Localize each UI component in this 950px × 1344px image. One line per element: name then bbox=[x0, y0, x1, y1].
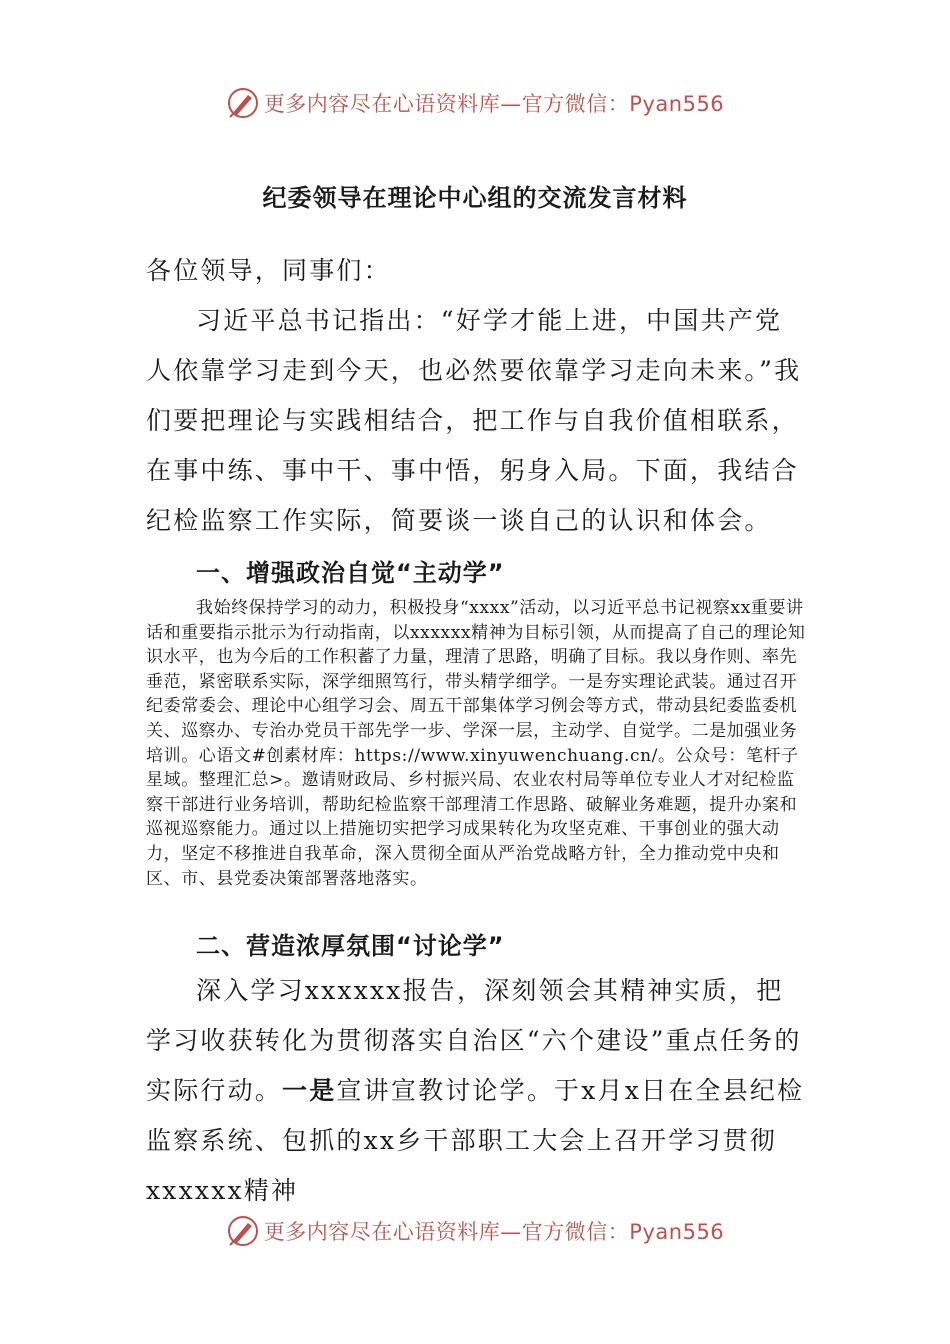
section-1-heading: 一、增强政治自觉“主动学” bbox=[196, 559, 505, 587]
header-banner bbox=[0, 80, 950, 126]
pen-nib-circle-icon bbox=[226, 86, 260, 120]
section-1-body: 我始终保持学习的动力，积极投身“xxxx”活动，以习近平总书记视察xx重要讲话和重要指示批示为行动指南，以xxxxxx精神为目标引领，从而提高了自己的理论知识水平，也为今后的工作积蓄了力量，理清了思路，明确了目标。我以身作则、率先垂范，紧密联系实际，深学细照笃行，带头精学细学。一是夯实理论武装。通过召开纪委常委会、理论中心组学习会、周五干部集体学习例会等方式，带动县纪委监委机关、巡察办、专治办党员干部先学一步、学深一层，主动学、自觉学。二是加强业务培训。心语文#创素材库：https://www.xinyuwenchuang.cn/。公众号：笔杆子星域。整理汇总>。邀请财政局、乡村振兴局、农业农村局等单位专业人才对纪检监察干部进行业务培训，帮助纪检监察干部理清工作思路、破解业务难题，提升办案和巡视巡察能力。通过以上措施切实把学习成果转化为攻坚克难、干事创业的强大动力，坚定不移推进自我革命，深入贯彻全面从严治党战略方针，全力推动党中央和区、市、县党委决策部署落地落实。 bbox=[146, 598, 806, 889]
greeting: 各位领导，同事们： bbox=[146, 256, 391, 285]
section-2-heading: 二、营造浓厚氛围“讨论学” bbox=[196, 932, 505, 960]
banner-text: 更多内容尽在心语资料库—官方微信：Pyan556 bbox=[263, 92, 725, 116]
section-2-text-b: 宣讲宣教讨论学。于x月x日在全县纪检监察系统、包抓的xx乡干部职工大会上召开学习贯彻xxxxxx精神 bbox=[146, 1076, 805, 1205]
intro-paragraph: 习近平总书记指出：“好学才能上进，中国共产党人依靠学习走到今天，也必然要依靠学习走向未来。”我们要把理论与实践相结合，把工作与自我价值相联系，在事中练、事中干、事中悟，躬身入局。下面，我结合纪检监察工作实际，简要谈一谈自己的认识和体会。 bbox=[146, 306, 802, 535]
banner-text: 更多内容尽在心语资料库—官方微信：Pyan556 bbox=[263, 1220, 725, 1244]
section-2-lead: 一是 bbox=[282, 1076, 337, 1105]
document-title: 纪委领导在理论中心组的交流发言材料 bbox=[262, 184, 688, 212]
section-2-text-a: 深入学习xxxxxx报告，深刻领会其精神实质，把学习收获转化为贯彻落实自治区“六个建设”重点任务的实际行动。 bbox=[146, 976, 802, 1105]
section-2-body bbox=[146, 966, 806, 1216]
footer-banner bbox=[0, 1208, 950, 1254]
pen-nib-circle-icon bbox=[226, 1214, 260, 1248]
